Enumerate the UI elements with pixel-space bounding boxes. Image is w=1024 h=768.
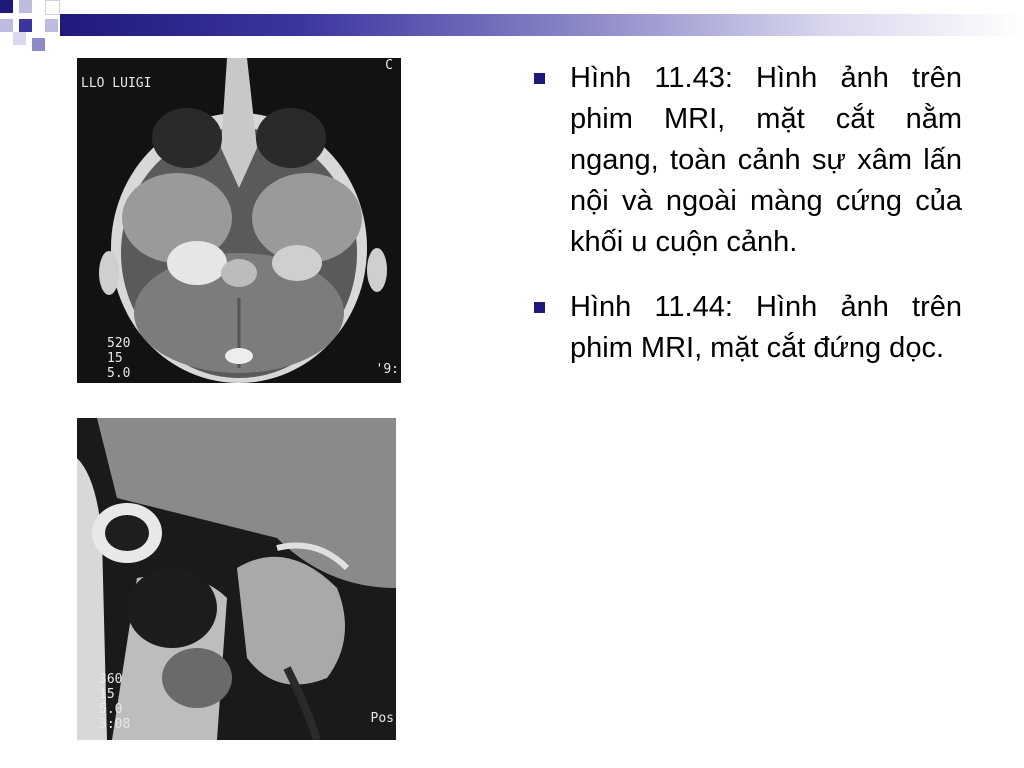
caption-text: Hình 11.43: Hình ảnh trên phim MRI, mặt cắt nằm ngang, toàn cảnh sự xâm lấn nội và ngoài màng cứng của khối u cuộn cảnh. (570, 62, 962, 258)
scan-param: 5.0 (99, 702, 123, 717)
decor-square (13, 32, 26, 45)
decor-square (45, 0, 60, 15)
decor-square (45, 19, 58, 32)
scan-param: 360 (99, 672, 123, 687)
bullet-square-icon (534, 73, 545, 84)
caption-list (530, 58, 962, 369)
header-gradient-bar (60, 14, 1024, 36)
scan-param: 15 (99, 687, 115, 702)
position-label: Pos (370, 711, 394, 726)
scan-param: 5.0 (107, 366, 131, 381)
mri-sagittal-image (77, 418, 396, 740)
scan-params (107, 336, 130, 381)
orientation-label: C (385, 58, 393, 73)
caption-text: Hình 11.44: Hình ảnh trên phim MRI, mặt cắt đứng dọc. (570, 291, 962, 364)
corner-label: '9: (375, 362, 399, 377)
scan-params (99, 672, 130, 732)
decor-square (19, 0, 32, 13)
scan-param: 3:08 (99, 717, 131, 732)
decor-square (32, 38, 45, 51)
caption-item (530, 287, 962, 369)
decor-square (19, 19, 32, 32)
caption-item (530, 58, 962, 263)
decor-square (0, 19, 13, 32)
scan-param: 15 (107, 351, 123, 366)
patient-name-label: LLO LUIGI (81, 76, 152, 91)
mri-axial-image (77, 58, 401, 383)
decor-square (0, 0, 13, 13)
scan-param: 520 (107, 336, 131, 351)
bullet-square-icon (534, 302, 545, 313)
